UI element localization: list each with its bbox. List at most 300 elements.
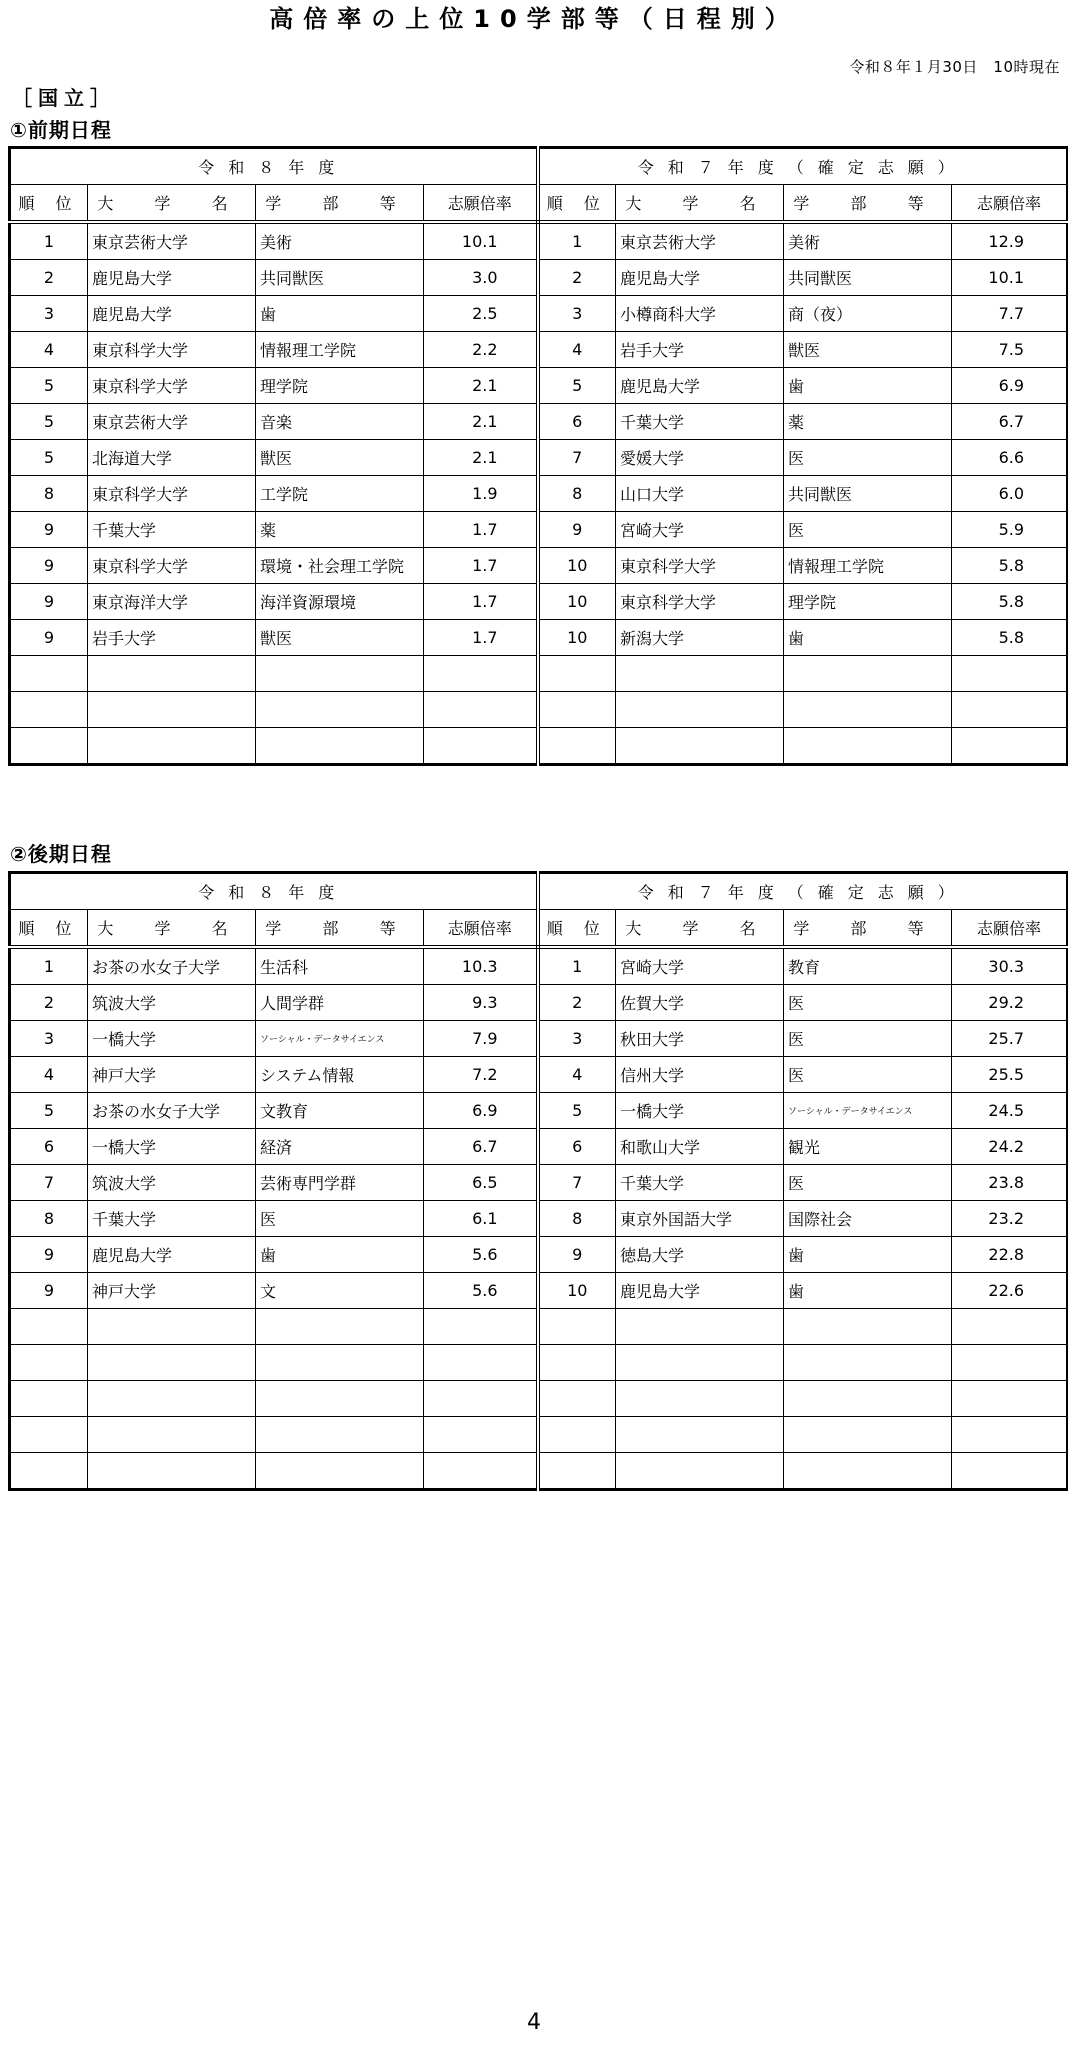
current-ratio-cell: 7.2 (424, 1057, 538, 1093)
column-header-faculty: 学 部 等 (784, 185, 952, 223)
previous-rank-cell: 10 (538, 620, 616, 656)
current-ratio-cell: 2.1 (424, 368, 538, 404)
table-row (10, 368, 1068, 404)
current-university-cell (88, 1345, 256, 1381)
previous-faculty-cell (784, 692, 952, 728)
current-university-cell (88, 1417, 256, 1453)
table-row (10, 404, 1068, 440)
current-rank-cell (10, 1345, 88, 1381)
previous-university-cell: 鹿児島大学 (616, 368, 784, 404)
current-ratio-cell: 7.9 (424, 1021, 538, 1057)
previous-rank-cell: 10 (538, 548, 616, 584)
current-rank-cell: 9 (10, 1273, 88, 1309)
previous-ratio-cell (952, 728, 1068, 765)
current-ratio-cell: 1.9 (424, 476, 538, 512)
previous-faculty-cell: 医 (784, 440, 952, 476)
table-row (10, 222, 1068, 260)
previous-rank-cell: 3 (538, 296, 616, 332)
current-university-cell (88, 1309, 256, 1345)
current-rank-cell: 5 (10, 404, 88, 440)
current-faculty-cell: 歯 (256, 296, 424, 332)
current-university-cell: 筑波大学 (88, 985, 256, 1021)
previous-ratio-cell: 23.8 (952, 1165, 1068, 1201)
previous-ratio-cell (952, 1453, 1068, 1490)
previous-university-cell: 新潟大学 (616, 620, 784, 656)
previous-university-cell: 佐賀大学 (616, 985, 784, 1021)
previous-faculty-cell: 歯 (784, 1273, 952, 1309)
previous-ratio-cell (952, 1381, 1068, 1417)
previous-ratio-cell (952, 692, 1068, 728)
previous-ratio-cell: 6.6 (952, 440, 1068, 476)
table-body (10, 222, 1068, 765)
current-rank-cell: 9 (10, 548, 88, 584)
previous-rank-cell (538, 692, 616, 728)
current-rank-cell: 2 (10, 260, 88, 296)
ranking-table-late (8, 871, 1068, 1491)
previous-rank-cell: 8 (538, 476, 616, 512)
current-university-cell: 東京科学大学 (88, 332, 256, 368)
as-of-timestamp: 令和８年１月30日 10時現在 (849, 58, 1060, 76)
table-row (10, 1417, 1068, 1453)
previous-rank-cell (538, 728, 616, 765)
table-row (10, 985, 1068, 1021)
current-rank-cell: 3 (10, 1021, 88, 1057)
current-faculty-cell (256, 692, 424, 728)
column-header-ratio: 志願倍率 (424, 185, 538, 223)
current-university-cell (88, 1453, 256, 1490)
previous-ratio-cell: 30.3 (952, 947, 1068, 985)
current-university-cell: 東京科学大学 (88, 476, 256, 512)
previous-faculty-cell: 医 (784, 512, 952, 548)
table-row (10, 584, 1068, 620)
table-row (10, 1237, 1068, 1273)
previous-faculty-cell (784, 1417, 952, 1453)
current-faculty-cell: システム情報 (256, 1057, 424, 1093)
document-title: 高倍率の上位10学部等（日程別） (269, 5, 799, 33)
previous-university-cell: 宮崎大学 (616, 512, 784, 548)
previous-faculty-cell (784, 656, 952, 692)
previous-rank-cell (538, 1309, 616, 1345)
current-university-cell: 千葉大学 (88, 1201, 256, 1237)
previous-university-cell (616, 656, 784, 692)
current-rank-cell (10, 1417, 88, 1453)
previous-ratio-cell: 7.7 (952, 296, 1068, 332)
previous-university-cell: 宮崎大学 (616, 947, 784, 985)
previous-faculty-cell (784, 728, 952, 765)
table-row (10, 1021, 1068, 1057)
current-faculty-cell: 理学院 (256, 368, 424, 404)
current-rank-cell: 8 (10, 476, 88, 512)
current-university-cell: 筑波大学 (88, 1165, 256, 1201)
table-row (10, 440, 1068, 476)
previous-faculty-cell: 医 (784, 1057, 952, 1093)
current-university-cell: 鹿児島大学 (88, 1237, 256, 1273)
current-university-cell: 鹿児島大学 (88, 296, 256, 332)
current-university-cell: 一橋大学 (88, 1021, 256, 1057)
previous-rank-cell: 7 (538, 1165, 616, 1201)
current-rank-cell (10, 1453, 88, 1490)
previous-ratio-cell (952, 1309, 1068, 1345)
current-faculty-cell: 共同獣医 (256, 260, 424, 296)
previous-rank-cell: 1 (538, 222, 616, 260)
current-faculty-cell: 工学院 (256, 476, 424, 512)
current-ratio-cell: 2.1 (424, 404, 538, 440)
current-rank-cell: 9 (10, 1237, 88, 1273)
category-label: ［国立］ (12, 86, 116, 110)
section-title-early: ①前期日程 (10, 118, 112, 142)
current-university-cell: 岩手大学 (88, 620, 256, 656)
previous-faculty-cell (784, 1345, 952, 1381)
previous-faculty-cell: 歯 (784, 368, 952, 404)
previous-rank-cell (538, 1417, 616, 1453)
previous-faculty-cell: 情報理工学院 (784, 548, 952, 584)
current-rank-cell: 3 (10, 296, 88, 332)
previous-university-cell: 小樽商科大学 (616, 296, 784, 332)
previous-ratio-cell (952, 1417, 1068, 1453)
column-header-university: 大 学 名 (88, 185, 256, 223)
current-rank-cell: 5 (10, 1093, 88, 1129)
previous-rank-cell: 6 (538, 1129, 616, 1165)
current-ratio-cell (424, 656, 538, 692)
current-rank-cell: 6 (10, 1129, 88, 1165)
current-ratio-cell (424, 728, 538, 765)
table-row (10, 1453, 1068, 1490)
current-faculty-cell: 文教育 (256, 1093, 424, 1129)
previous-rank-cell (538, 1381, 616, 1417)
current-faculty-cell: 美術 (256, 222, 424, 260)
previous-faculty-cell: 獣医 (784, 332, 952, 368)
column-header-rank: 順 位 (10, 910, 88, 948)
previous-ratio-cell: 24.2 (952, 1129, 1068, 1165)
table-row (10, 476, 1068, 512)
previous-ratio-cell: 6.7 (952, 404, 1068, 440)
table-row (10, 692, 1068, 728)
previous-faculty-cell (784, 1309, 952, 1345)
previous-university-cell (616, 1309, 784, 1345)
current-university-cell: お茶の水女子大学 (88, 947, 256, 985)
previous-rank-cell (538, 1345, 616, 1381)
previous-faculty-cell (784, 1453, 952, 1490)
table-row (10, 1165, 1068, 1201)
current-faculty-cell (256, 1309, 424, 1345)
current-ratio-cell (424, 1417, 538, 1453)
previous-ratio-cell: 22.8 (952, 1237, 1068, 1273)
current-rank-cell: 4 (10, 1057, 88, 1093)
column-header-university: 大 学 名 (616, 185, 784, 223)
previous-rank-cell: 5 (538, 368, 616, 404)
current-ratio-cell: 5.6 (424, 1273, 538, 1309)
current-university-cell: 東京海洋大学 (88, 584, 256, 620)
current-ratio-cell: 1.7 (424, 620, 538, 656)
previous-faculty-cell (784, 1381, 952, 1417)
current-ratio-cell: 6.9 (424, 1093, 538, 1129)
current-ratio-cell: 9.3 (424, 985, 538, 1021)
previous-ratio-cell: 22.6 (952, 1273, 1068, 1309)
current-ratio-cell (424, 1453, 538, 1490)
column-header-rank: 順 位 (538, 185, 616, 223)
table-row (10, 656, 1068, 692)
table-row (10, 1273, 1068, 1309)
previous-ratio-cell: 7.5 (952, 332, 1068, 368)
column-header-faculty: 学 部 等 (256, 910, 424, 948)
previous-faculty-cell: 観光 (784, 1129, 952, 1165)
previous-rank-cell: 9 (538, 1237, 616, 1273)
previous-university-cell: 信州大学 (616, 1057, 784, 1093)
previous-university-cell: 一橋大学 (616, 1093, 784, 1129)
previous-faculty-cell: 教育 (784, 947, 952, 985)
previous-university-cell (616, 1417, 784, 1453)
table-body (10, 947, 1068, 1490)
column-header-university: 大 学 名 (88, 910, 256, 948)
previous-ratio-cell: 5.8 (952, 548, 1068, 584)
current-faculty-cell: 経済 (256, 1129, 424, 1165)
table-row (10, 1201, 1068, 1237)
current-faculty-cell: 環境・社会理工学院 (256, 548, 424, 584)
current-rank-cell (10, 1309, 88, 1345)
previous-faculty-cell: 歯 (784, 1237, 952, 1273)
column-header-ratio: 志願倍率 (424, 910, 538, 948)
previous-rank-cell: 10 (538, 584, 616, 620)
section-title-late: ②後期日程 (10, 842, 112, 866)
previous-ratio-cell: 5.9 (952, 512, 1068, 548)
current-year-header: 令和８年度 (10, 873, 538, 910)
previous-faculty-cell: 商（夜） (784, 296, 952, 332)
previous-university-cell: 東京外国語大学 (616, 1201, 784, 1237)
current-faculty-cell: 生活科 (256, 947, 424, 985)
previous-ratio-cell: 12.9 (952, 222, 1068, 260)
current-ratio-cell: 1.7 (424, 584, 538, 620)
previous-university-cell: 鹿児島大学 (616, 260, 784, 296)
previous-university-cell: 鹿児島大学 (616, 1273, 784, 1309)
page-number: 4 (527, 2010, 541, 2035)
previous-faculty-cell: 医 (784, 1165, 952, 1201)
current-ratio-cell (424, 1381, 538, 1417)
current-ratio-cell: 6.5 (424, 1165, 538, 1201)
current-ratio-cell (424, 1345, 538, 1381)
current-faculty-cell: 歯 (256, 1237, 424, 1273)
table-row (10, 1129, 1068, 1165)
previous-ratio-cell: 10.1 (952, 260, 1068, 296)
current-ratio-cell: 6.1 (424, 1201, 538, 1237)
previous-university-cell: 徳島大学 (616, 1237, 784, 1273)
table-row (10, 947, 1068, 985)
previous-faculty-cell: 薬 (784, 404, 952, 440)
current-university-cell: 北海道大学 (88, 440, 256, 476)
current-university-cell: 東京芸術大学 (88, 222, 256, 260)
previous-ratio-cell (952, 1345, 1068, 1381)
current-rank-cell: 2 (10, 985, 88, 1021)
previous-rank-cell: 3 (538, 1021, 616, 1057)
current-faculty-cell: 海洋資源環境 (256, 584, 424, 620)
current-faculty-cell: 獣医 (256, 620, 424, 656)
previous-rank-cell: 2 (538, 260, 616, 296)
previous-faculty-cell: 美術 (784, 222, 952, 260)
previous-university-cell (616, 1453, 784, 1490)
table-row (10, 1309, 1068, 1345)
current-rank-cell: 9 (10, 584, 88, 620)
column-header-rank: 順 位 (538, 910, 616, 948)
current-university-cell: 東京科学大学 (88, 368, 256, 404)
previous-ratio-cell: 5.8 (952, 620, 1068, 656)
previous-rank-cell (538, 656, 616, 692)
current-ratio-cell (424, 1309, 538, 1345)
current-faculty-cell: 医 (256, 1201, 424, 1237)
previous-faculty-cell: 医 (784, 985, 952, 1021)
table-row (10, 1345, 1068, 1381)
current-rank-cell: 1 (10, 222, 88, 260)
previous-rank-cell: 4 (538, 1057, 616, 1093)
previous-rank-cell: 2 (538, 985, 616, 1021)
previous-university-cell: 東京芸術大学 (616, 222, 784, 260)
current-rank-cell: 8 (10, 1201, 88, 1237)
table-row (10, 728, 1068, 765)
previous-rank-cell: 9 (538, 512, 616, 548)
previous-university-cell (616, 728, 784, 765)
table-row (10, 548, 1068, 584)
ranking-table-early (8, 146, 1068, 766)
current-rank-cell (10, 656, 88, 692)
current-year-header: 令和８年度 (10, 148, 538, 185)
current-faculty-cell: 音楽 (256, 404, 424, 440)
column-header-university: 大 学 名 (616, 910, 784, 948)
current-rank-cell: 9 (10, 620, 88, 656)
previous-ratio-cell: 25.5 (952, 1057, 1068, 1093)
current-faculty-cell: 人間学群 (256, 985, 424, 1021)
current-rank-cell (10, 692, 88, 728)
current-rank-cell: 5 (10, 368, 88, 404)
previous-ratio-cell (952, 656, 1068, 692)
table-row (10, 1093, 1068, 1129)
current-university-cell (88, 656, 256, 692)
current-faculty-cell (256, 1381, 424, 1417)
current-university-cell (88, 692, 256, 728)
previous-ratio-cell: 5.8 (952, 584, 1068, 620)
previous-faculty-cell: 国際社会 (784, 1201, 952, 1237)
previous-university-cell: 秋田大学 (616, 1021, 784, 1057)
current-faculty-cell: 芸術専門学群 (256, 1165, 424, 1201)
previous-rank-cell: 4 (538, 332, 616, 368)
current-university-cell: 鹿児島大学 (88, 260, 256, 296)
current-rank-cell: 7 (10, 1165, 88, 1201)
current-faculty-cell (256, 1453, 424, 1490)
previous-rank-cell: 5 (538, 1093, 616, 1129)
previous-faculty-cell: 医 (784, 1021, 952, 1057)
current-ratio-cell: 10.3 (424, 947, 538, 985)
previous-university-cell (616, 1381, 784, 1417)
current-faculty-cell (256, 656, 424, 692)
current-faculty-cell: 薬 (256, 512, 424, 548)
previous-year-header: 令和７年度（確定志願） (538, 148, 1068, 185)
previous-ratio-cell: 23.2 (952, 1201, 1068, 1237)
table-row (10, 296, 1068, 332)
current-ratio-cell: 1.7 (424, 512, 538, 548)
previous-ratio-cell: 24.5 (952, 1093, 1068, 1129)
previous-university-cell: 千葉大学 (616, 1165, 784, 1201)
current-ratio-cell: 3.0 (424, 260, 538, 296)
current-university-cell (88, 1381, 256, 1417)
current-faculty-cell: 獣医 (256, 440, 424, 476)
table-row (10, 1381, 1068, 1417)
current-university-cell: 神戸大学 (88, 1057, 256, 1093)
current-ratio-cell: 1.7 (424, 548, 538, 584)
column-header-faculty: 学 部 等 (256, 185, 424, 223)
current-rank-cell (10, 728, 88, 765)
current-faculty-cell: 文 (256, 1273, 424, 1309)
current-faculty-cell: ソーシャル・データサイエンス (256, 1021, 424, 1057)
previous-faculty-cell: ソーシャル・データサイエンス (784, 1093, 952, 1129)
current-ratio-cell: 2.5 (424, 296, 538, 332)
previous-rank-cell: 1 (538, 947, 616, 985)
current-ratio-cell (424, 692, 538, 728)
current-rank-cell: 9 (10, 512, 88, 548)
current-faculty-cell (256, 1345, 424, 1381)
current-ratio-cell: 5.6 (424, 1237, 538, 1273)
previous-ratio-cell: 25.7 (952, 1021, 1068, 1057)
current-rank-cell: 4 (10, 332, 88, 368)
current-rank-cell: 5 (10, 440, 88, 476)
current-university-cell: 一橋大学 (88, 1129, 256, 1165)
current-ratio-cell: 2.2 (424, 332, 538, 368)
current-university-cell: 千葉大学 (88, 512, 256, 548)
previous-rank-cell: 8 (538, 1201, 616, 1237)
previous-rank-cell (538, 1453, 616, 1490)
current-faculty-cell (256, 1417, 424, 1453)
previous-faculty-cell: 共同獣医 (784, 476, 952, 512)
table-row (10, 332, 1068, 368)
previous-university-cell: 岩手大学 (616, 332, 784, 368)
column-header-ratio: 志願倍率 (952, 910, 1068, 948)
current-university-cell: 東京芸術大学 (88, 404, 256, 440)
current-university-cell: お茶の水女子大学 (88, 1093, 256, 1129)
previous-faculty-cell: 歯 (784, 620, 952, 656)
table-row (10, 260, 1068, 296)
current-faculty-cell (256, 728, 424, 765)
previous-university-cell: 東京科学大学 (616, 548, 784, 584)
previous-university-cell: 山口大学 (616, 476, 784, 512)
current-faculty-cell: 情報理工学院 (256, 332, 424, 368)
current-rank-cell (10, 1381, 88, 1417)
current-university-cell: 東京科学大学 (88, 548, 256, 584)
previous-ratio-cell: 29.2 (952, 985, 1068, 1021)
previous-university-cell: 愛媛大学 (616, 440, 784, 476)
table-row (10, 1057, 1068, 1093)
previous-university-cell: 東京科学大学 (616, 584, 784, 620)
previous-ratio-cell: 6.9 (952, 368, 1068, 404)
previous-university-cell: 千葉大学 (616, 404, 784, 440)
previous-university-cell (616, 1345, 784, 1381)
current-ratio-cell: 6.7 (424, 1129, 538, 1165)
column-header-rank: 順 位 (10, 185, 88, 223)
current-ratio-cell: 10.1 (424, 222, 538, 260)
column-header-faculty: 学 部 等 (784, 910, 952, 948)
previous-ratio-cell: 6.0 (952, 476, 1068, 512)
previous-faculty-cell: 共同獣医 (784, 260, 952, 296)
current-rank-cell: 1 (10, 947, 88, 985)
current-university-cell: 神戸大学 (88, 1273, 256, 1309)
table-row (10, 512, 1068, 548)
column-header-ratio: 志願倍率 (952, 185, 1068, 223)
previous-rank-cell: 6 (538, 404, 616, 440)
previous-rank-cell: 7 (538, 440, 616, 476)
current-university-cell (88, 728, 256, 765)
current-ratio-cell: 2.1 (424, 440, 538, 476)
previous-university-cell: 和歌山大学 (616, 1129, 784, 1165)
previous-rank-cell: 10 (538, 1273, 616, 1309)
table-row (10, 620, 1068, 656)
previous-university-cell (616, 692, 784, 728)
previous-faculty-cell: 理学院 (784, 584, 952, 620)
previous-year-header: 令和７年度（確定志願） (538, 873, 1068, 910)
